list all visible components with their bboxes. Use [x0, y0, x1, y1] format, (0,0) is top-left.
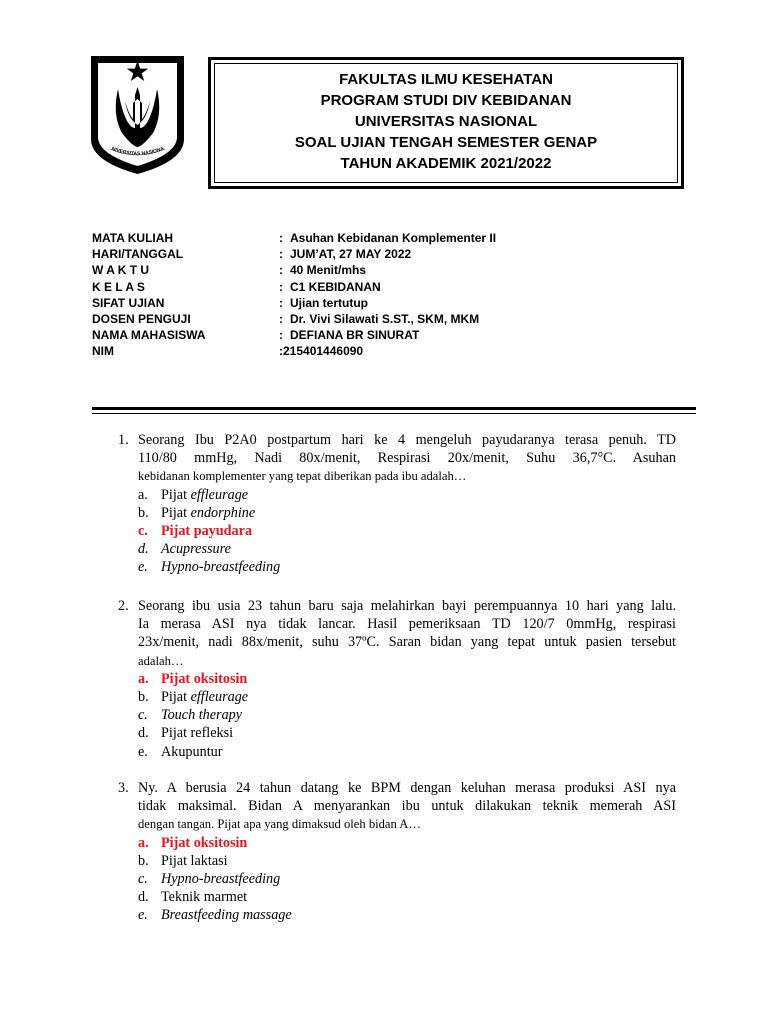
question-text-line: kebidanan komplementer yang tepat diberikan pada ibu adalah… — [138, 469, 467, 484]
option-e — [138, 743, 676, 761]
option-letter: d. — [138, 725, 149, 742]
option-text: Pijat effleurage — [161, 486, 249, 503]
option-text: Pijat effleurage — [161, 689, 249, 705]
info-label: SIFAT UJIAN — [92, 295, 165, 310]
info-value: Ujian tertutup — [290, 295, 368, 310]
option-letter: c. — [138, 707, 148, 724]
question-text-line: 23x/menit, nadi 88x/menit, suhu 37ºC. Saran bidan yang tepat untuk pasien tersebut — [138, 634, 676, 651]
question-text-line: dengan tangan. Pijat apa yang dimaksud oleh bidan A… — [138, 817, 421, 832]
divider-thin — [92, 413, 696, 414]
divider-thick — [92, 407, 696, 410]
question-number: 3. — [118, 780, 129, 796]
option-text: Pijat refleksi — [161, 725, 234, 742]
option-letter: a. — [138, 670, 149, 687]
question-body — [138, 597, 676, 761]
exam-title: SOAL UJIAN TENGAH SEMESTER GENAP — [294, 134, 598, 151]
question-number: 1. — [118, 432, 129, 448]
info-label: NIM — [92, 344, 114, 359]
option-d — [138, 540, 676, 558]
option-a-answer — [138, 670, 676, 688]
option-b — [138, 852, 676, 870]
info-label: DOSEN PENGUJI — [92, 311, 191, 326]
question-body — [138, 431, 676, 577]
option-a-answer — [138, 834, 676, 852]
option-letter: c. — [138, 522, 148, 539]
question-text-line: tidak maksimal. Bidan A menyarankan ibu untuk dilakukan teknik memerah ASI — [138, 798, 676, 815]
header-box — [208, 57, 684, 189]
option-e — [138, 558, 676, 576]
option-c-answer — [138, 522, 676, 540]
option-text: Hypno-breastfeeding — [161, 559, 281, 576]
option-b — [138, 504, 676, 522]
info-separator: : — [279, 279, 283, 294]
option-text: Touch therapy — [161, 707, 243, 724]
option-text: Breastfeeding massage — [161, 907, 292, 924]
option-c — [138, 870, 676, 888]
option-text: Pijat payudara — [161, 522, 253, 539]
question-text-line: adalah… — [138, 653, 184, 668]
info-label: K E L A S — [92, 279, 145, 294]
option-d — [138, 724, 676, 742]
info-label: W A K T U — [92, 263, 150, 278]
option-text: Pijat oksitosin — [161, 834, 248, 851]
info-value: 215401446090 — [283, 344, 364, 359]
question-number: 2. — [118, 598, 129, 614]
question-text-line: Seorang ibu usia 23 tahun baru saja melahirkan bayi perempuannya 10 hari yang lalu. — [138, 598, 676, 614]
info-value: JUM’AT, 27 MAY 2022 — [290, 247, 412, 262]
option-e — [138, 906, 676, 924]
academic-year: TAHUN AKADEMIK 2021/2022 — [340, 155, 552, 172]
info-separator: : — [279, 344, 283, 359]
option-letter: e. — [138, 743, 148, 760]
header-title — [211, 69, 681, 174]
logo-text: NIVERSITAS NASIONA — [110, 145, 165, 158]
option-letter: d. — [138, 889, 149, 906]
question-text-line: Ia merasa ASI nya tidak lancar. Hasil pemeriksaan TD 120/7 0mmHg, respirasi — [138, 616, 676, 633]
option-text: Pijat oksitosin — [161, 670, 248, 687]
question-text-line: Ny. A berusia 24 tahun datang ke BPM dengan keluhan merasa produksi ASI nya — [138, 780, 676, 796]
option-text: Hypno-breastfeeding — [161, 870, 281, 887]
option-a — [138, 486, 676, 504]
option-text: Pijat laktasi — [161, 852, 228, 869]
option-letter: e. — [138, 559, 148, 576]
option-c — [138, 706, 676, 724]
option-letter: b. — [138, 504, 149, 521]
info-label: HARI/TANGGAL — [92, 247, 184, 262]
option-text: Pijat endorphine — [161, 504, 256, 521]
option-letter: c. — [138, 870, 148, 887]
university-name: UNIVERSITAS NASIONAL — [354, 113, 538, 130]
question-text-line: 110/80 mmHg, Nadi 80x/menit, Respirasi 20x/menit, Suhu 36,7°C. Asuhan — [138, 450, 676, 467]
info-value: C1 KEBIDANAN — [290, 279, 381, 294]
option-letter: e. — [138, 907, 148, 924]
university-logo — [88, 53, 187, 177]
info-separator: : — [279, 263, 283, 278]
program-name: PROGRAM STUDI DIV KEBIDANAN — [320, 92, 572, 109]
info-separator: : — [279, 231, 283, 245]
question-body — [138, 779, 676, 925]
info-separator: : — [279, 295, 283, 310]
info-label: NAMA MAHASISWA — [92, 328, 206, 343]
option-letter: b. — [138, 689, 149, 705]
info-value: Asuhan Kebidanan Komplementer II — [290, 231, 497, 245]
option-letter: d. — [138, 541, 149, 558]
info-value: DEFIANA BR SINURAT — [290, 328, 420, 343]
info-value: Dr. Vivi Silawati S.ST., SKM, MKM — [290, 311, 480, 326]
option-b — [138, 688, 676, 706]
question-text-line: Seorang Ibu P2A0 postpartum hari ke 4 mengeluh payudaranya terasa penuh. TD — [138, 432, 676, 448]
info-separator: : — [279, 311, 283, 326]
option-text: Acupressure — [161, 541, 231, 558]
option-d — [138, 888, 676, 906]
option-text: Teknik marmet — [161, 889, 248, 906]
option-letter: a. — [138, 486, 148, 503]
info-value: 40 Menit/mhs — [290, 263, 367, 278]
option-letter: a. — [138, 834, 149, 851]
info-separator: : — [279, 247, 283, 262]
info-label: MATA KULIAH — [92, 231, 174, 245]
faculty-name: FAKULTAS ILMU KESEHATAN — [339, 71, 553, 88]
option-letter: b. — [138, 852, 149, 869]
info-separator: : — [279, 328, 283, 343]
option-text: Akupuntur — [161, 743, 223, 760]
